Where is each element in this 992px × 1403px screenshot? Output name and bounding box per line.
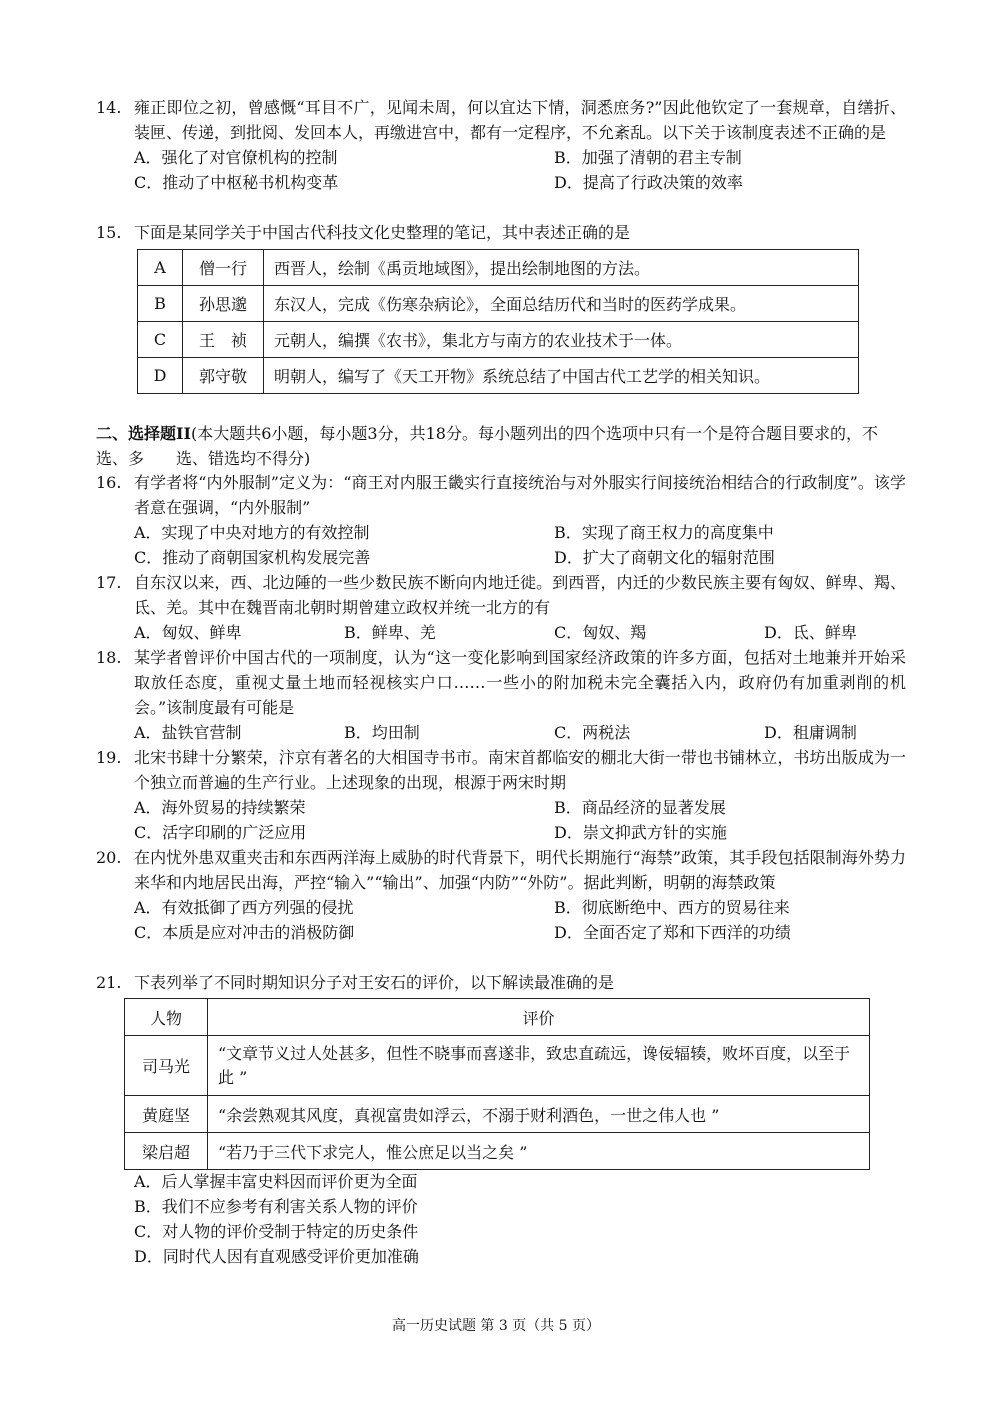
question-18 [96, 645, 906, 745]
options-row [134, 720, 906, 745]
table-header-row [125, 999, 870, 1036]
option-d[interactable]: D．扩大了商朝文化的辐射范围 [554, 548, 775, 567]
option-a[interactable]: A．后人掌握丰富史料因而评价更为全面 [134, 1172, 418, 1191]
question-text: 下表列举了不同时期知识分子对王安石的评价，以下解读最准确的是 [134, 973, 615, 992]
question-number: 18. [96, 648, 122, 667]
question-text: 北宋书肆十分繁荣，汴京有著名的大相国寺书市。南宋首都临安的棚北大街一带也书铺林立，书坊出版成为一个独立而普遍的生产行业。上述现象的出现，根源于两宋时期 [134, 748, 906, 792]
question-17 [96, 570, 906, 645]
header-evaluation: 评价 [208, 999, 870, 1036]
option-d[interactable]: D．提高了行政决策的效率 [554, 173, 743, 192]
question-number: 17. [96, 573, 122, 592]
question-text: 在内忧外患双重夹击和东西两洋海上威胁的时代背景下，明代长期施行“海禁”政策，其手段包括限制海外势力来华和内地居民出海，严控“输入”“输出”、加强“内防”“外防”。据此判断，明朝的海禁政策 [134, 848, 906, 892]
option-b[interactable]: B．加强了清朝的君主专制 [554, 148, 742, 167]
table-row [138, 286, 859, 322]
options-row [134, 1194, 906, 1219]
row-label: D [138, 358, 183, 394]
question-number: 21. [96, 973, 122, 992]
section-title: 二、选择题II [96, 424, 191, 443]
option-d[interactable]: D．同时代人因有直观感受评价更加准确 [134, 1247, 419, 1266]
person-cell: 黄庭坚 [125, 1096, 208, 1133]
options-row [134, 795, 906, 820]
option-d[interactable]: D．崇文抑武方针的实施 [554, 823, 727, 842]
evaluation-cell: “若乃于三代下求完人，惟公庶足以当之矣 ” [208, 1133, 870, 1170]
question-20 [96, 845, 906, 945]
options-row [134, 920, 906, 945]
table-row [138, 358, 859, 394]
options-row [134, 520, 906, 545]
question-number: 15. [96, 223, 122, 242]
question-number: 20. [96, 848, 122, 867]
option-c[interactable]: C．两税法 [554, 723, 631, 742]
page-footer: 高一历史试题 第 3 页（共 5 页） [391, 1318, 601, 1334]
question-21-options [96, 1169, 906, 1269]
note-cell: 东汉人，完成《伤寒杂病论》，全面总结历代和当时的医药学成果。 [264, 286, 859, 322]
evaluation-cell: “文章节义过人处甚多，但性不晓事而喜遂非，致忠直疏远，谗佞辐辏，败坏百度，以至于此 ” [208, 1036, 870, 1096]
question-number: 14. [96, 98, 122, 117]
row-label: B [138, 286, 183, 322]
option-c[interactable]: C．对人物的评价受制于特定的历史条件 [134, 1222, 419, 1241]
person-cell: 僧一行 [183, 250, 264, 286]
option-a[interactable]: A．有效抵御了西方列强的侵扰 [134, 898, 354, 917]
question-16 [96, 470, 906, 570]
section-heading [96, 421, 896, 471]
question-text: 雍正即位之初，曾感慨“耳目不广，见闻未周，何以宜达下情，洞悉庶务?”因此他钦定了一套规章，自缮折、装匣、传递，到批阅、发回本人，再缴进宫中，都有一定程序，不允紊乱。以下关于该制度表述不正确的是 [134, 98, 906, 142]
option-c[interactable]: C．推动了中枢秘书机构变革 [134, 173, 339, 192]
question-15 [96, 220, 906, 245]
option-c[interactable]: C．本质是应对冲击的消极防御 [134, 923, 355, 942]
question-number: 19. [96, 748, 122, 767]
question-14 [96, 95, 906, 195]
person-cell: 梁启超 [125, 1133, 208, 1170]
question-number: 16. [96, 473, 122, 492]
options-row [134, 1169, 906, 1194]
option-c[interactable]: C．推动了商朝国家机构发展完善 [134, 548, 371, 567]
table-row [138, 322, 859, 358]
question-19 [96, 745, 906, 845]
options-row [134, 1219, 906, 1244]
option-a[interactable]: A．强化了对官僚机构的控制 [134, 148, 338, 167]
person-cell: 司马光 [125, 1036, 208, 1096]
person-cell: 王 祯 [183, 322, 264, 358]
table-row [125, 1036, 870, 1096]
option-c[interactable]: C．活字印刷的广泛应用 [134, 823, 307, 842]
option-a[interactable]: A．盐铁官营制 [134, 723, 242, 742]
table-row [138, 250, 859, 286]
option-d[interactable]: D．氐、鲜卑 [764, 623, 857, 642]
options-row [134, 1244, 906, 1269]
evaluation-table [124, 998, 870, 1170]
question-text: 自东汉以来，西、北边陲的一些少数民族不断向内地迁徙。到西晋，内迁的少数民族主要有匈奴、鲜卑、羯、氐、羌。其中在魏晋南北朝时期曾建立政权并统一北方的有 [134, 573, 906, 617]
options-row [134, 820, 906, 845]
option-b[interactable]: B．我们不应参考有利害关系人物的评价 [134, 1197, 418, 1216]
option-b[interactable]: B．均田制 [344, 723, 420, 742]
options-row [134, 170, 906, 195]
person-cell: 郭守敬 [183, 358, 264, 394]
question-21 [96, 970, 906, 995]
question-text: 有学者将“内外服制”定义为：“商王对内服王畿实行直接统治与对外服实行间接统治相结合的行政制度”。该学者意在强调，“内外服制” [134, 473, 906, 517]
evaluation-cell: “余尝熟观其风度，真视富贵如浮云，不溺于财利酒色，一世之伟人也 ” [208, 1096, 870, 1133]
option-b[interactable]: B．鲜卑、羌 [344, 623, 436, 642]
option-a[interactable]: A．实现了中央对地方的有效控制 [134, 523, 370, 542]
row-label: C [138, 322, 183, 358]
person-cell: 孙思邈 [183, 286, 264, 322]
option-b[interactable]: B．商品经济的显著发展 [554, 798, 726, 817]
note-cell: 明朝人，编写了《天工开物》系统总结了中国古代工艺学的相关知识。 [264, 358, 859, 394]
option-b[interactable]: B．彻底断绝中、西方的贸易往来 [554, 898, 790, 917]
question-text: 某学者曾评价中国古代的一项制度，认为“这一变化影响到国家经济政策的许多方面，包括对土地兼并开始采取放任态度，重视丈量土地而轻视核实户口……一些小的附加税未完全囊括入内，政府仍有加重剥削的机会。”该制度最有可能是 [134, 648, 906, 717]
options-row [134, 895, 906, 920]
header-person: 人物 [125, 999, 208, 1036]
section-description: (本大题共6小题，每小题3分，共18分。每小题列出的四个选项中只有一个是符合题目要求的，不选、多 选、错选均不得分) [96, 424, 878, 468]
option-a[interactable]: A．匈奴、鲜卑 [134, 623, 242, 642]
options-row [134, 620, 906, 645]
option-c[interactable]: C．匈奴、羯 [554, 623, 647, 642]
option-d[interactable]: D．租庸调制 [764, 723, 857, 742]
option-d[interactable]: D．全面否定了郑和下西洋的功绩 [554, 923, 791, 942]
notes-table [137, 249, 859, 394]
options-row [134, 545, 906, 570]
table-row [125, 1133, 870, 1170]
table-row [125, 1096, 870, 1133]
note-cell: 西晋人，绘制《禹贡地域图》，提出绘制地图的方法。 [264, 250, 859, 286]
option-b[interactable]: B．实现了商王权力的高度集中 [554, 523, 774, 542]
question-text: 下面是某同学关于中国古代科技文化史整理的笔记，其中表述正确的是 [134, 223, 631, 242]
option-a[interactable]: A．海外贸易的持续繁荣 [134, 798, 306, 817]
options-row [134, 145, 906, 170]
row-label: A [138, 250, 183, 286]
note-cell: 元朝人，编撰《农书》，集北方与南方的农业技术于一体。 [264, 322, 859, 358]
